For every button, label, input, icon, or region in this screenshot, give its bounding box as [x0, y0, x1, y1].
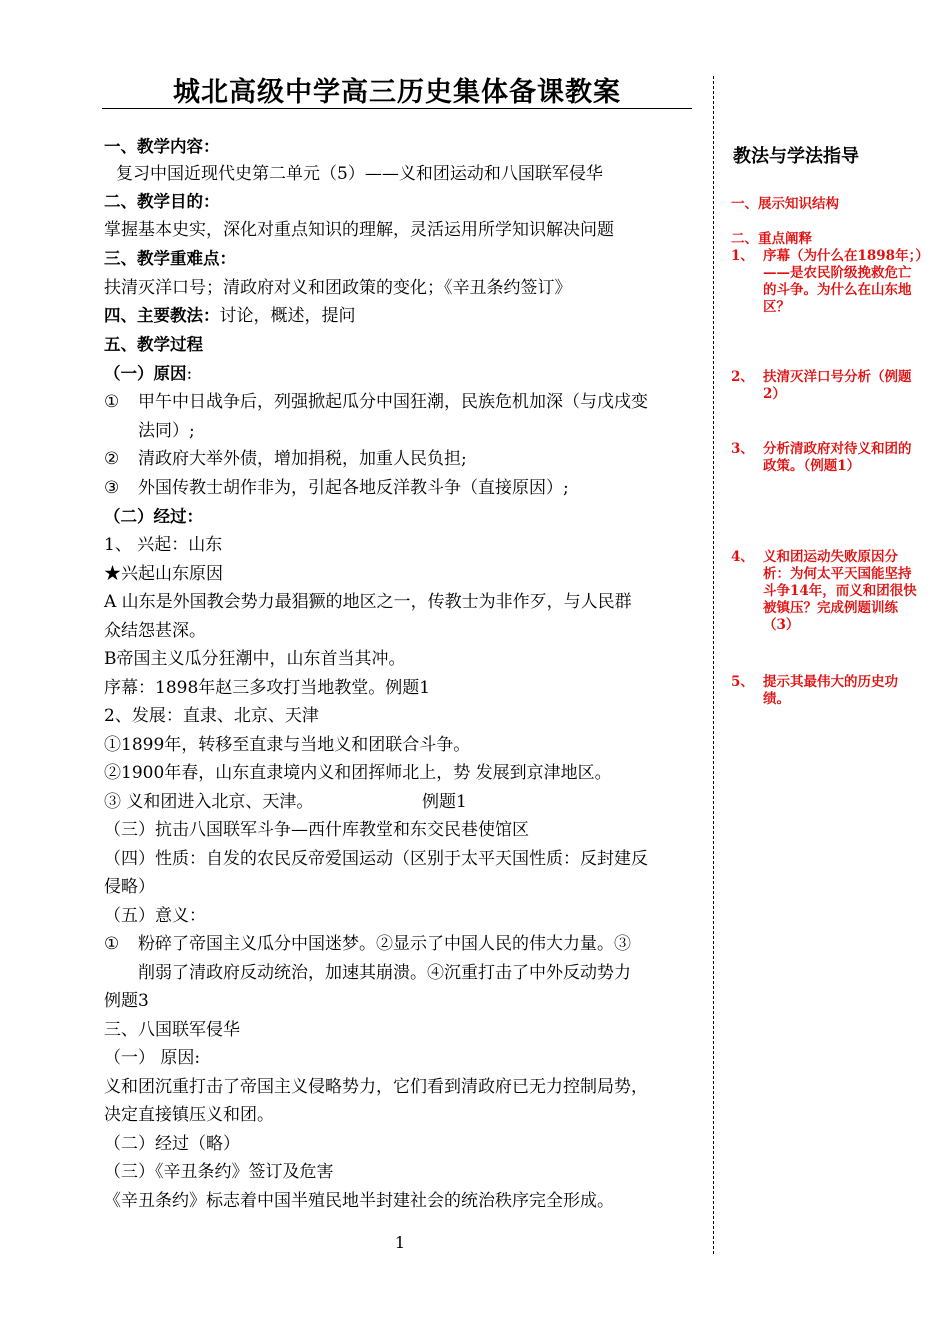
sidebar-item-structure: 一、展示知识结构: [731, 196, 839, 212]
invasion-process: （二）经过（略）: [104, 1134, 240, 1154]
process-line: ②1900年春，山东直隶境内义和团挥师北上，势 发展到京津地区。: [104, 763, 612, 783]
significance-heading: （五）意义：: [104, 906, 206, 926]
significance-text: 粉碎了帝国主义瓜分中国迷梦。②显示了中国人民的伟大力量。③: [138, 934, 631, 954]
subheading-process: （二）经过：: [104, 507, 203, 526]
cause-item-2: 清政府大举外债，增加捐税，加重人民负担;: [138, 449, 467, 469]
cause-item-3: 外国传教士胡作非为，引起各地反洋教斗争（直接原因）;: [138, 478, 569, 498]
section-text-methods: 讨论，概述，提问: [219, 306, 356, 326]
cause-item-1: 甲午中日战争后，列强掀起瓜分中国狂潮，民族危机加深（与戊戌变: [138, 392, 648, 412]
section-heading-keypoints: 三、教学重难点：: [104, 249, 236, 268]
cause-item-1-cont: 法同）;: [138, 421, 195, 441]
section-text-content: 复习中国近现代史第二单元（5）——义和团运动和八国联军侵华: [116, 164, 603, 184]
process-line: ★兴起山东原因: [104, 564, 223, 584]
page-number: 1: [394, 1233, 406, 1252]
process-line: ③ 义和团进入北京、天津。: [104, 792, 314, 812]
cause-mark-1: ①: [104, 392, 120, 412]
section-methods: [104, 305, 356, 327]
section-heading-process: 五、教学过程: [104, 335, 203, 354]
invasion-cause-heading: （一） 原因:: [104, 1048, 201, 1068]
process-line: ①1899年，转移至直隶与当地义和团联合斗争。: [104, 735, 471, 755]
section-heading-goals: 二、教学目的：: [104, 192, 220, 211]
significance-text-cont: 削弱了清政府反动统治，加速其崩溃。④沉重打击了中外反动势力: [138, 963, 631, 983]
cause-mark-2: ②: [104, 449, 120, 469]
sidebar-title: 教法与学法指导: [733, 146, 859, 167]
nature-line-cont: 侵略）: [104, 877, 155, 897]
process-line: （三）抗击八国联军斗争—西什库教堂和东交民巷使馆区: [104, 820, 529, 840]
process-line: 1、 兴起：山东: [104, 535, 223, 555]
significance-mark: ①: [104, 934, 120, 954]
sidebar-item-keypoints: 二、重点阐释: [731, 231, 812, 247]
treaty-text: 《辛丑条约》标志着中国半殖民地半封建社会的统治秩序完全形成。: [104, 1191, 614, 1211]
section-heading-invasion: 三、八国联军侵华: [104, 1020, 240, 1040]
section-text-keypoints: 扶清灭洋口号；清政府对义和团政策的变化；《辛丑条约签订》: [104, 278, 572, 298]
title-underline: [102, 108, 692, 109]
process-line: A 山东是外国教会势力最猖獗的地区之一，传教士为非作歹，与人民群: [104, 592, 632, 612]
treaty-heading: （三）《辛丑条约》签订及危害: [104, 1162, 334, 1182]
subheading-cause: （一）原因:: [104, 364, 193, 384]
process-line: B帝国主义瓜分狂潮中，山东首当其冲。: [104, 649, 406, 669]
invasion-cause-text-cont: 决定直接镇压义和团。: [104, 1105, 274, 1125]
example-ref: 例题1: [422, 792, 467, 812]
process-line: 2、发展：直隶、北京、天津: [104, 706, 319, 726]
process-line: 众结怨甚深。: [104, 621, 206, 641]
invasion-cause-text: 义和团沉重打击了帝国主义侵略势力，它们看到清政府已无力控制局势，: [104, 1077, 648, 1097]
cause-mark-3: ③: [104, 478, 120, 498]
nature-line: （四）性质：自发的农民反帝爱国运动（区别于太平天国性质：反封建反: [104, 849, 648, 869]
section-heading-content: 一、教学内容：: [104, 137, 220, 156]
example-ref: 例题3: [104, 991, 149, 1011]
section-heading-methods: 四、主要教法：: [104, 306, 220, 325]
section-text-goals: 掌握基本史实，深化对重点知识的理解，灵活运用所学知识解决问题: [104, 220, 614, 240]
column-divider: [713, 76, 714, 1254]
page-title: 城北高级中学高三历史集体备课教案: [173, 77, 621, 108]
process-line: 序幕：1898年赵三多攻打当地教堂。例题1: [104, 678, 431, 698]
